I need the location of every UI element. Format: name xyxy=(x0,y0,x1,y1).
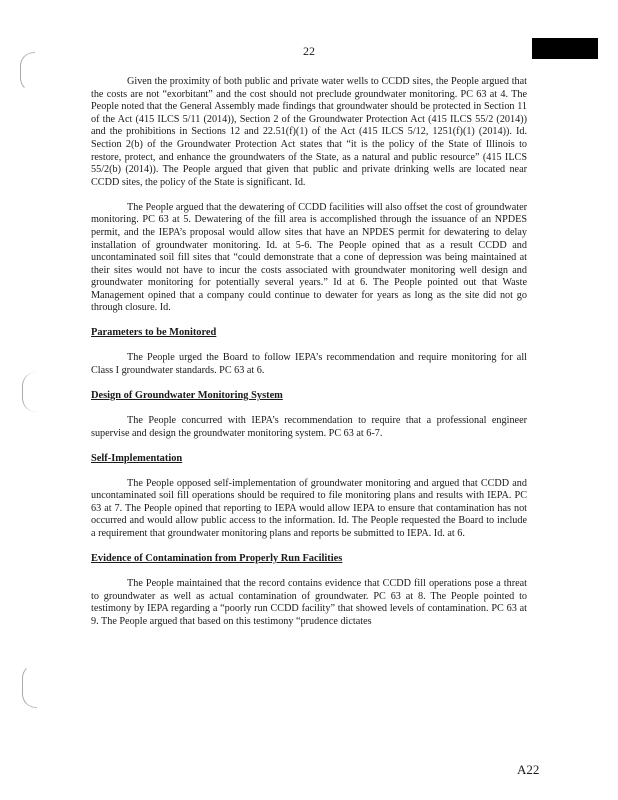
binder-mark-middle xyxy=(22,372,37,412)
redaction-box xyxy=(532,38,598,59)
footer-label: A22 xyxy=(517,762,540,777)
section-heading: Self-Implementation xyxy=(91,452,183,464)
paragraph: The People maintained that the record contains evidence that CCDD fill operations pose a threat to groundwater as well as actual contamination of groundwater. PC 63 at 8. The People pointed to testimony by IEPA regarding a “poorly run CCDD facility” that showed levels of contamination. PC 63 at 9. The People argued that based on this testimony “prudence dictates xyxy=(91,577,527,627)
paragraph: The People opposed self-implementation of groundwater monitoring and argued that CCDD and uncontaminated soil fill operations should be required to file monitoring plans and results with IEPA. PC 63 at 7. The People opined that reporting to IEPA would allow IEPA to ensure that contamination has not occurred and would allow public access to the information. Id. The People requested the Board to include a requirement that groundwater monitoring plans and reports be submitted to IEPA. Id. at 6. xyxy=(91,477,527,539)
binder-mark-top xyxy=(20,52,35,92)
paragraph: The People concurred with IEPA’s recommendation to require that a professional engineer supervise and design the groundwater monitoring system. PC 63 at 6-7. xyxy=(91,415,527,439)
section-heading: Design of Groundwater Monitoring System xyxy=(91,390,283,402)
paragraph: The People argued that the dewatering of CCDD facilities will also offset the cost of groundwater monitoring. PC 63 at 5. Dewatering of the fill area is accomplished through the issuance of an NPDES permit, and the IEPA’s proposal would allow sites that have an NPDES permit for dewatering to delay installation of groundwater monitoring. Id. at 5-6. The People opined that as a result CCDD and uncontaminated soil fill sites that “could demonstrate that a cone of depression was being maintained at their sites would not have to incur the costs associated with groundwater monitoring well design and groundwater monitoring for potentially several years.” Id at 6. The People pointed out that Waste Management opined that a company could continue to dewater for years as long as the site did not go through closure. Id. xyxy=(91,201,527,314)
paragraph: Given the proximity of both public and private water wells to CCDD sites, the People argued that the costs are not “exorbitant” and the cost should not preclude groundwater monitoring. PC 63 at 4. The People noted that the General Assembly made findings that groundwater should be protected in Section 11 of the Act (415 ILCS 5/11 (2014)), Section 2 of the Groundwater Protection Act (415 ILCS 55/2 (2014)) and the prohibitions in Sections 12 and 22.51(f)(1) of the Act (415 ILCS 5/12, 1251(f)(1) (2014)). Id. Section 2(b) of the Groundwater Protection Act states that “it is the policy of the State of Illinois to restore, protect, and enhance the groundwaters of the State, as a natural and public resource” (415 ILCS 55/2(b) (2014)). The People argued that given that public and private drinking wells are located near CCDD sites, the policy of the State is significant. Id. xyxy=(91,76,527,188)
section-heading: Evidence of Contamination from Properly Run Facilities xyxy=(91,552,343,564)
paragraph: The People urged the Board to follow IEPA’s recommendation and require monitoring for all Class I groundwater standards. PC 63 at 6. xyxy=(91,352,527,377)
page-number: 22 xyxy=(303,44,315,58)
binder-mark-bottom xyxy=(22,664,37,708)
section-heading: Parameters to be Monitored xyxy=(91,327,217,339)
document-body xyxy=(91,76,527,641)
